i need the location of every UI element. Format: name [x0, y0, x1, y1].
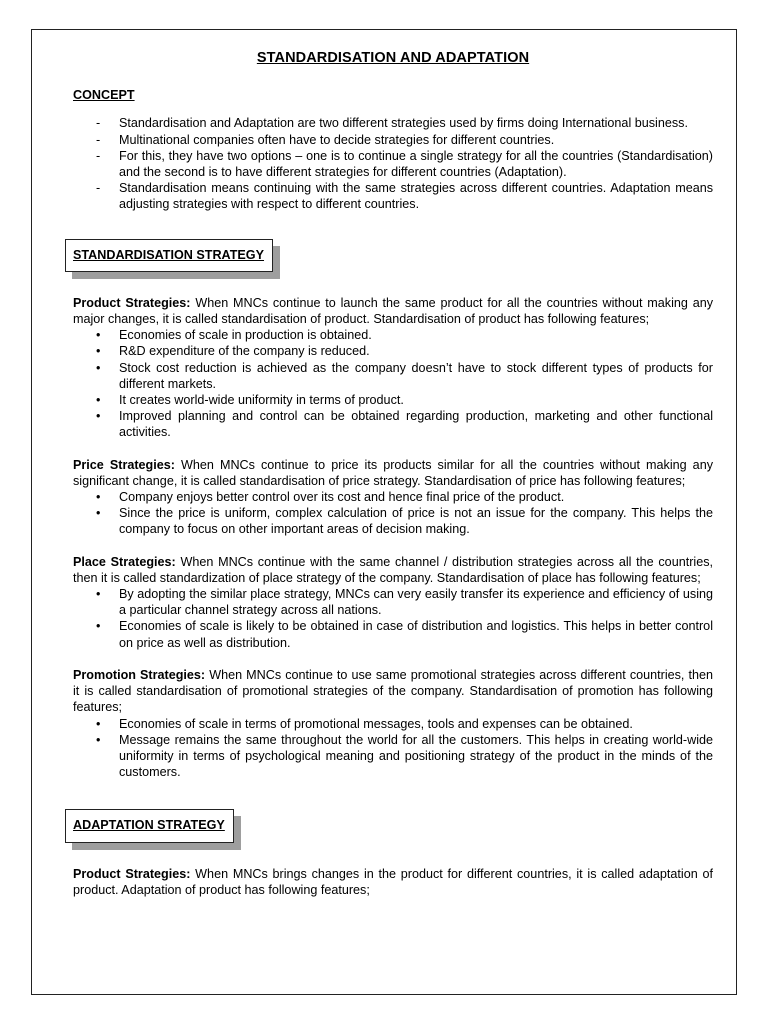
price-features-list — [73, 489, 713, 538]
list-item: • Improved planning and control can be obtained regarding production, marketing and other functional activities. — [73, 408, 713, 440]
paragraph — [73, 295, 713, 327]
section-text: When MNCs continue to launch the same product for all the countries without making any major changes, it is called standardisation of product. Standardisation of product has following features; — [73, 295, 713, 327]
promotion-strategies-section — [73, 667, 713, 780]
list-item: • Message remains the same throughout the world for all the customers. This helps in creating world-wide uniformity in terms of psychological meaning and positioning strategy of the product in the minds of the customers. — [73, 732, 713, 781]
concept-heading: CONCEPT — [73, 88, 135, 103]
list-item: • Economies of scale in terms of promotional messages, tools and expenses can be obtained. — [73, 716, 713, 732]
section-text: When MNCs continue to use same promotional strategies across different countries, then it is called standardisation of promotional strategies of the company. Standardisation of promotion has following features; — [73, 667, 713, 715]
list-item: - Standardisation means continuing with the same strategies across different countries. Adaptation means adjusting strategies with respect to different countries. — [73, 180, 713, 212]
paragraph — [73, 667, 713, 716]
list-item: • By adopting the similar place strategy, MNCs can very easily transfer its experience and efficiency of using a particular channel strategy across all nations. — [73, 586, 713, 618]
list-item: • Economies of scale in production is obtained. — [73, 327, 713, 343]
promotion-features-list — [73, 716, 713, 781]
paragraph — [73, 457, 713, 489]
paragraph — [73, 866, 713, 898]
section-label: Product Strategies: — [73, 866, 191, 881]
product-features-list — [73, 327, 713, 440]
price-strategies-section — [73, 457, 713, 538]
list-item: • Company enjoys better control over its cost and hence final price of the product. — [73, 489, 713, 505]
list-item: - For this, they have two options – one is to continue a single strategy for all the countries (Standardisation) and the second is to have different strategies for different countries (Adaptation). — [73, 148, 713, 180]
section-label: Price Strategies: — [73, 457, 175, 472]
document-title: STANDARDISATION AND ADAPTATION — [256, 50, 530, 66]
standardisation-strategy-heading: STANDARDISATION STRATEGY — [65, 239, 273, 272]
document-content — [73, 50, 713, 898]
list-item: • Economies of scale is likely to be obtained in case of distribution and logistics. This helps in better control on price as well as distribution. — [73, 618, 713, 650]
list-item: - Standardisation and Adaptation are two different strategies used by firms doing International business. — [73, 115, 713, 131]
section-text: When MNCs continue to price its products similar for all the countries without making any significant change, it is called standardisation of price strategy. Standardisation of price has following features; — [73, 457, 713, 488]
list-item: • R&D expenditure of the company is reduced. — [73, 343, 713, 359]
place-features-list — [73, 586, 713, 651]
list-item: • Stock cost reduction is achieved as the company doesn’t have to stock different types of products for different markets. — [73, 360, 713, 392]
section-label: Product Strategies: — [73, 295, 191, 310]
list-item: • Since the price is uniform, complex calculation of price is not an issue for the company. This helps the company to focus on other important areas of decision making. — [73, 505, 713, 537]
paragraph — [73, 554, 713, 586]
section-label: Place Strategies: — [73, 554, 176, 569]
section-text: When MNCs brings changes in the product for different countries, it is called adaptation of product. Adaptation of product has following features; — [73, 866, 713, 897]
adaptation-strategy-heading: ADAPTATION STRATEGY — [65, 809, 234, 842]
place-strategies-section — [73, 554, 713, 651]
document-page — [31, 29, 737, 995]
product-strategies-section — [73, 295, 713, 441]
section-label: Promotion Strategies: — [73, 667, 206, 682]
list-item: • It creates world-wide uniformity in terms of product. — [73, 392, 713, 408]
section-text: When MNCs continue with the same channel / distribution strategies across all the countries, then it is called standardization of place strategy of the company. Standardisation of place has following features; — [73, 554, 713, 585]
adaptation-product-section — [73, 866, 713, 898]
list-item: - Multinational companies often have to decide strategies for different countries. — [73, 132, 713, 148]
concept-list — [73, 115, 713, 212]
